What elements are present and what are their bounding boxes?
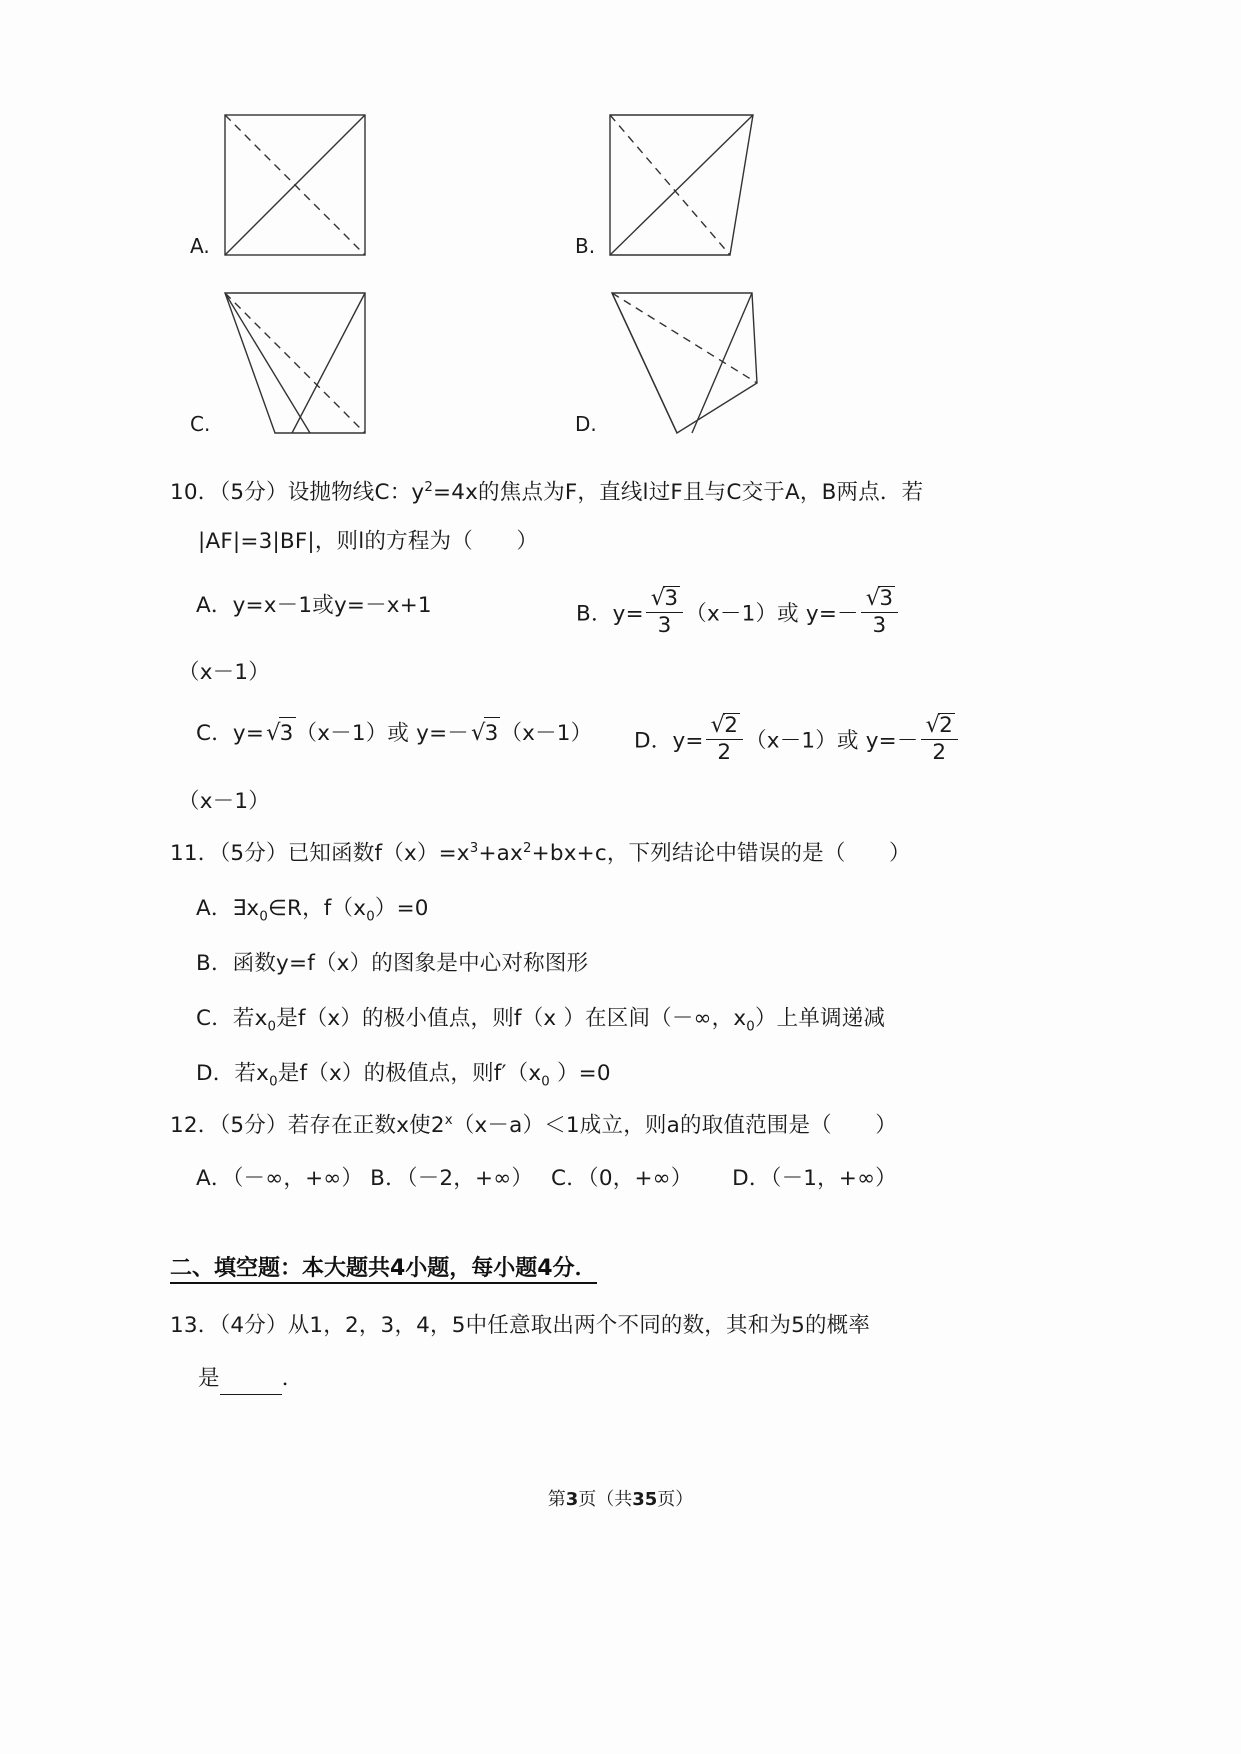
q10-wrap-2-text: （x－1）	[178, 789, 270, 814]
figure-option-c	[190, 288, 375, 438]
q11-d-text-2: 是f（x）的极值点，则f′（x	[277, 1061, 542, 1086]
section-2-title: 二、填空题：本大题共4小题，每小题4分．	[170, 1256, 597, 1284]
q10-d-num-2	[921, 713, 958, 740]
q10-option-c-mid: （x－1）或 y=－	[295, 721, 470, 746]
q10-d-den-1: 2	[717, 739, 732, 765]
q10-b-num-2	[861, 586, 898, 613]
question-13-stem-line1	[170, 1310, 870, 1342]
figure-d-svg	[607, 288, 767, 438]
q10-option-c-prefix: C．y=	[196, 721, 265, 746]
q10-option-a-text: A．y=x－1或y=－x+1	[196, 593, 432, 618]
q11-stem-c: +bx+c，下列结论中错误的是（ ）	[531, 841, 911, 866]
q11-d-text-3: ）=0	[549, 1061, 611, 1086]
q10-option-d-prefix: D．y=	[634, 728, 704, 754]
q10-d-radicand-2: 2	[939, 713, 954, 738]
q11-d-sub-2: 0	[541, 1074, 550, 1090]
figure-label-c: C.	[190, 412, 211, 436]
footer-page-number: 3	[565, 1489, 579, 1510]
question-10-option-d	[634, 712, 960, 768]
question-13-stem-line2	[198, 1363, 303, 1395]
sqrt-icon: √3	[469, 717, 500, 751]
q13-answer-suffix: ．	[281, 1366, 304, 1391]
question-10-option-d-wrap	[178, 786, 270, 818]
q10-option-d-fraction-2	[921, 713, 958, 766]
q10-c-radicand-1: 3	[279, 717, 296, 750]
q10-number: 10	[170, 480, 198, 505]
q11-a-sub-2: 0	[366, 909, 375, 925]
figure-c-svg	[220, 288, 375, 438]
q10-b-num-1	[646, 586, 683, 613]
answer-blank[interactable]	[220, 1373, 282, 1396]
q10-option-b-prefix: B．y=	[576, 601, 644, 627]
q12-dot: ．	[197, 1113, 220, 1138]
footer-suffix: 页）	[657, 1489, 694, 1510]
q11-stem-a: 已知函数f（x）=x	[287, 841, 470, 866]
q11-a-text-2: ∈R，f（x	[268, 896, 367, 921]
question-10-option-a	[196, 590, 432, 622]
q11-dot: ．	[197, 841, 220, 866]
figure-label-d: D.	[575, 412, 597, 436]
q10-b-radicand-1: 3	[664, 586, 679, 611]
q11-a-text-1: A．∃x	[196, 896, 260, 921]
q10-d-radicand-1: 2	[724, 713, 739, 738]
question-11-stem	[170, 838, 911, 870]
question-11-option-c	[196, 1003, 885, 1035]
q13-number: 13	[170, 1313, 198, 1338]
footer-total-pages: 35	[632, 1489, 658, 1510]
footer-prefix: 第	[547, 1489, 566, 1510]
question-11-option-b	[196, 948, 588, 980]
section-2-heading	[170, 1251, 597, 1282]
q13-answer-prefix: 是	[198, 1366, 220, 1391]
q11-exponent-1: 3	[469, 840, 479, 856]
q10-option-b-mid: （x－1）或 y=－	[685, 601, 859, 627]
footer-mid: 页（共	[578, 1489, 633, 1510]
q11-c-sub-1: 0	[267, 1019, 277, 1035]
figure-option-b	[575, 110, 760, 260]
q11-b-text: B．函数y=f（x）的图象是中心对称图形	[196, 951, 589, 976]
sqrt-icon: √3	[264, 717, 295, 751]
question-10-option-b	[576, 585, 900, 641]
q10-wrap-1-text: （x－1）	[178, 660, 270, 685]
q10-stem-b: =4x的焦点为F，直线l过F且与C交于A，B两点．若	[433, 480, 924, 505]
q11-c-text-3: ）上单调递减	[754, 1006, 886, 1031]
q12-stem-a: 若存在正数x使2	[287, 1113, 445, 1138]
q10-option-c-tail: （x－1）	[500, 721, 593, 746]
q11-c-text-2: 是f（x）的极小值点，则f（x ）在区间（－∞，x	[276, 1006, 747, 1031]
q11-c-sub-2: 0	[746, 1019, 755, 1035]
q11-d-sub-1: 0	[269, 1074, 278, 1090]
q12-stem-b: （x－a）＜1成立，则a的取值范围是（ ）	[452, 1113, 897, 1138]
sqrt-icon: √3	[650, 585, 679, 611]
question-12-options	[196, 1163, 897, 1195]
question-10-stem-line1	[170, 477, 923, 509]
q12-options-text: A．（－∞，+∞） B．（－2，+∞） C．（0，+∞） D．（－1，+∞）	[196, 1166, 897, 1191]
q12-score: （5分）	[219, 1113, 288, 1138]
q13-score: （4分）	[219, 1313, 288, 1338]
q11-stem-b: +ax	[478, 841, 523, 866]
q10-option-d-fraction-1	[706, 713, 743, 766]
q12-number: 12	[170, 1113, 198, 1138]
q11-c-text-1: C．若x	[196, 1006, 268, 1031]
sqrt-icon: √2	[710, 712, 739, 738]
sqrt-icon: √2	[925, 712, 954, 738]
q10-b-radicand-2: 3	[879, 586, 894, 611]
figure-label-a: A.	[190, 234, 210, 258]
q11-number: 11	[170, 841, 198, 866]
geometry-figure-group	[170, 110, 1070, 460]
q10-stem-a: 设抛物线C：y	[287, 480, 425, 505]
question-11-option-a	[196, 893, 429, 925]
q10-exponent: 2	[424, 479, 434, 495]
q11-exponent-2: 2	[522, 840, 532, 856]
q10-b-den-1: 3	[657, 612, 672, 638]
q11-a-text-3: ）=0	[374, 896, 429, 921]
page-footer	[0, 1485, 1241, 1511]
sqrt-icon: √3	[865, 585, 894, 611]
q11-score: （5分）	[219, 841, 288, 866]
figure-option-d	[575, 288, 767, 438]
q10-c-radicand-2: 3	[484, 717, 501, 750]
q10-dot: ．	[197, 480, 220, 505]
q10-d-den-2: 2	[932, 739, 947, 765]
question-10-stem-line2	[198, 526, 538, 558]
question-10-option-c	[196, 717, 592, 751]
question-12-stem	[170, 1110, 897, 1142]
q13-stem-text: 从1，2，3，4，5中任意取出两个不同的数，其和为5的概率	[287, 1313, 871, 1338]
question-11-option-d	[196, 1058, 611, 1090]
figure-b-svg	[605, 110, 760, 260]
q10-d-num-1	[706, 713, 743, 740]
q10-b-den-2: 3	[872, 612, 887, 638]
figure-option-a	[190, 110, 370, 260]
q10-option-b-fraction-1	[646, 586, 683, 639]
q10-score: （5分）	[219, 480, 288, 505]
q12-exponent: x	[444, 1112, 453, 1128]
figure-label-b: B.	[575, 234, 596, 258]
figure-a-svg	[220, 110, 370, 260]
question-10-option-b-wrap	[178, 657, 270, 689]
q13-dot: ．	[197, 1313, 220, 1338]
q10-option-b-fraction-2	[861, 586, 898, 639]
q10-stem-line2-text: |AF|=3|BF|，则l的方程为（ ）	[198, 529, 539, 554]
q11-a-sub-1: 0	[259, 909, 269, 925]
q11-d-text-1: D．若x	[196, 1061, 270, 1086]
q10-option-d-mid: （x－1）或 y=－	[745, 728, 919, 754]
